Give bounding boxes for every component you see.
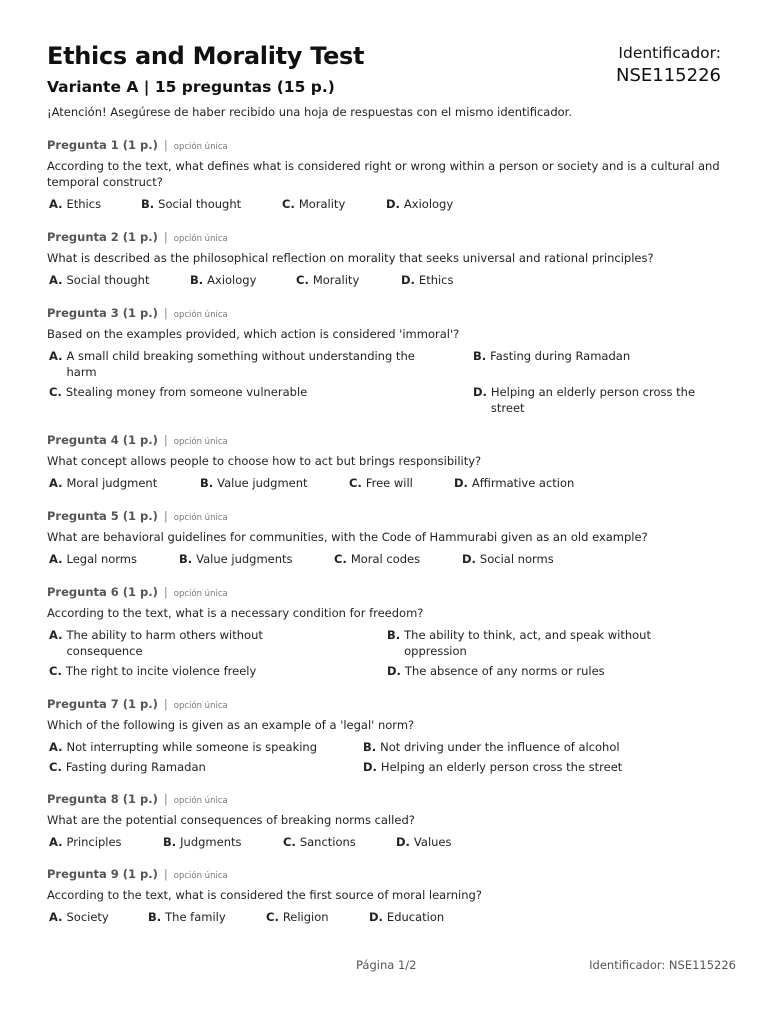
question-label: Pregunta 2 (1 p.): [47, 230, 158, 244]
option-list: [47, 909, 727, 929]
option-a: A. A small child breaking something without understanding the harm: [49, 349, 415, 379]
option-b: B. Value judgments: [179, 552, 293, 566]
option-d: D. Education: [369, 910, 445, 924]
question-type: opción única: [173, 701, 228, 711]
footer-identifier: Identificador: NSE115226: [589, 958, 736, 972]
option-c: C. Fasting during Ramadan: [49, 760, 206, 774]
question-label: Pregunta 9 (1 p.): [47, 867, 158, 881]
option-b: B. Social thought: [141, 197, 242, 211]
option-a: A. The ability to harm others without consequence: [49, 628, 263, 658]
question-header: [47, 866, 727, 884]
option-d: D. Axiology: [386, 197, 454, 211]
option-b: B. Fasting during Ramadan: [473, 349, 631, 363]
exam-title: Ethics and Morality Test: [47, 42, 365, 70]
separator: |: [163, 230, 168, 244]
option-list: [47, 551, 727, 571]
option-d: D. The absence of any norms or rules: [387, 664, 605, 678]
option-d: D. Helping an elderly person cross the street: [363, 760, 623, 774]
question-type: opción única: [173, 437, 228, 447]
question-5: [47, 508, 727, 571]
separator: |: [163, 306, 168, 320]
option-c: C. Moral codes: [334, 552, 421, 566]
option-d: D. Affirmative action: [454, 476, 575, 490]
option-d: D. Ethics: [401, 273, 454, 287]
question-label: Pregunta 3 (1 p.): [47, 306, 158, 320]
question-7: [47, 696, 727, 779]
question-text: Which of the following is given as an example of a 'legal' norm?: [47, 718, 415, 732]
question-label: Pregunta 6 (1 p.): [47, 585, 158, 599]
question-text: What are the potential consequences of breaking norms called?: [47, 813, 415, 827]
separator: |: [163, 585, 168, 599]
separator: |: [163, 433, 168, 447]
separator: |: [163, 867, 168, 881]
question-text: What concept allows people to choose how to act but brings responsibility?: [47, 454, 482, 468]
question-4: [47, 432, 727, 495]
separator: |: [163, 138, 168, 152]
question-type: opción única: [173, 871, 228, 881]
option-b: B. Value judgment: [200, 476, 308, 490]
question-header: [47, 508, 727, 526]
separator: |: [163, 792, 168, 806]
option-c: C. Free will: [349, 476, 413, 490]
question-header: [47, 696, 727, 714]
identifier-block: [616, 44, 721, 86]
question-header: [47, 432, 727, 450]
option-d: D. Social norms: [462, 552, 554, 566]
option-b: B. The ability to think, act, and speak without oppression: [387, 628, 651, 658]
option-b: B. Not driving under the influence of alcohol: [363, 740, 620, 754]
question-header: [47, 791, 727, 809]
question-type: opción única: [173, 310, 228, 320]
option-a: A. Moral judgment: [49, 476, 158, 490]
page-number: Página 1/2: [356, 958, 417, 972]
option-c: C. Sanctions: [283, 835, 356, 849]
question-header: [47, 137, 727, 155]
question-label: Pregunta 7 (1 p.): [47, 697, 158, 711]
question-type: opción única: [173, 234, 228, 244]
option-c: C. Morality: [282, 197, 346, 211]
question-text: According to the text, what defines what is considered right or wrong within a person or society and is a cultural and temporal construct?: [47, 159, 720, 189]
option-b: B. Judgments: [163, 835, 242, 849]
option-c: C. The right to incite violence freely: [49, 664, 257, 678]
question-9: [47, 866, 727, 929]
option-a: A. Principles: [49, 835, 122, 849]
option-list: [47, 739, 727, 779]
option-a: A. Society: [49, 910, 109, 924]
option-a: A. Legal norms: [49, 552, 138, 566]
option-b: B. Axiology: [190, 273, 257, 287]
option-list: [47, 834, 727, 854]
separator: |: [163, 509, 168, 523]
question-text: What is described as the philosophical reflection on morality that seeks universal and rational principles?: [47, 251, 654, 265]
question-8: [47, 791, 727, 854]
option-a: A. Social thought: [49, 273, 150, 287]
option-list: [47, 348, 727, 420]
exam-variant: Variante A | 15 preguntas (15 p.): [47, 78, 335, 96]
question-label: Pregunta 1 (1 p.): [47, 138, 158, 152]
option-c: C. Stealing money from someone vulnerable: [49, 385, 308, 399]
question-type: opción única: [173, 589, 228, 599]
question-label: Pregunta 8 (1 p.): [47, 792, 158, 806]
question-text: According to the text, what is a necessary condition for freedom?: [47, 606, 424, 620]
option-list: [47, 627, 727, 683]
question-header: [47, 305, 727, 323]
question-type: opción única: [173, 796, 228, 806]
question-type: opción única: [173, 513, 228, 523]
option-list: [47, 196, 727, 216]
separator: |: [163, 697, 168, 711]
question-1: [47, 137, 727, 216]
question-2: [47, 229, 727, 292]
option-a: A. Ethics: [49, 197, 102, 211]
option-d: D. Helping an elderly person cross the street: [473, 385, 696, 415]
option-b: B. The family: [148, 910, 226, 924]
identifier-label: Identificador:: [618, 44, 721, 62]
question-type: opción única: [173, 142, 228, 152]
question-3: [47, 305, 727, 420]
question-label: Pregunta 5 (1 p.): [47, 509, 158, 523]
notice-text: ¡Atención! Asegúrese de haber recibido una hoja de respuestas con el mismo identificador.: [47, 105, 573, 119]
question-text: According to the text, what is considered the first source of moral learning?: [47, 888, 482, 902]
question-header: [47, 229, 727, 247]
question-6: [47, 584, 727, 683]
question-label: Pregunta 4 (1 p.): [47, 433, 158, 447]
option-c: C. Morality: [296, 273, 360, 287]
identifier-value: NSE115226: [616, 65, 721, 86]
option-d: D. Values: [396, 835, 452, 849]
option-list: [47, 475, 727, 495]
option-a: A. Not interrupting while someone is speaking: [49, 740, 318, 754]
question-text: Based on the examples provided, which action is considered 'immoral'?: [47, 327, 460, 341]
option-list: [47, 272, 727, 292]
option-c: C. Religion: [266, 910, 329, 924]
question-header: [47, 584, 727, 602]
question-text: What are behavioral guidelines for communities, with the Code of Hammurabi given as an old example?: [47, 530, 648, 544]
